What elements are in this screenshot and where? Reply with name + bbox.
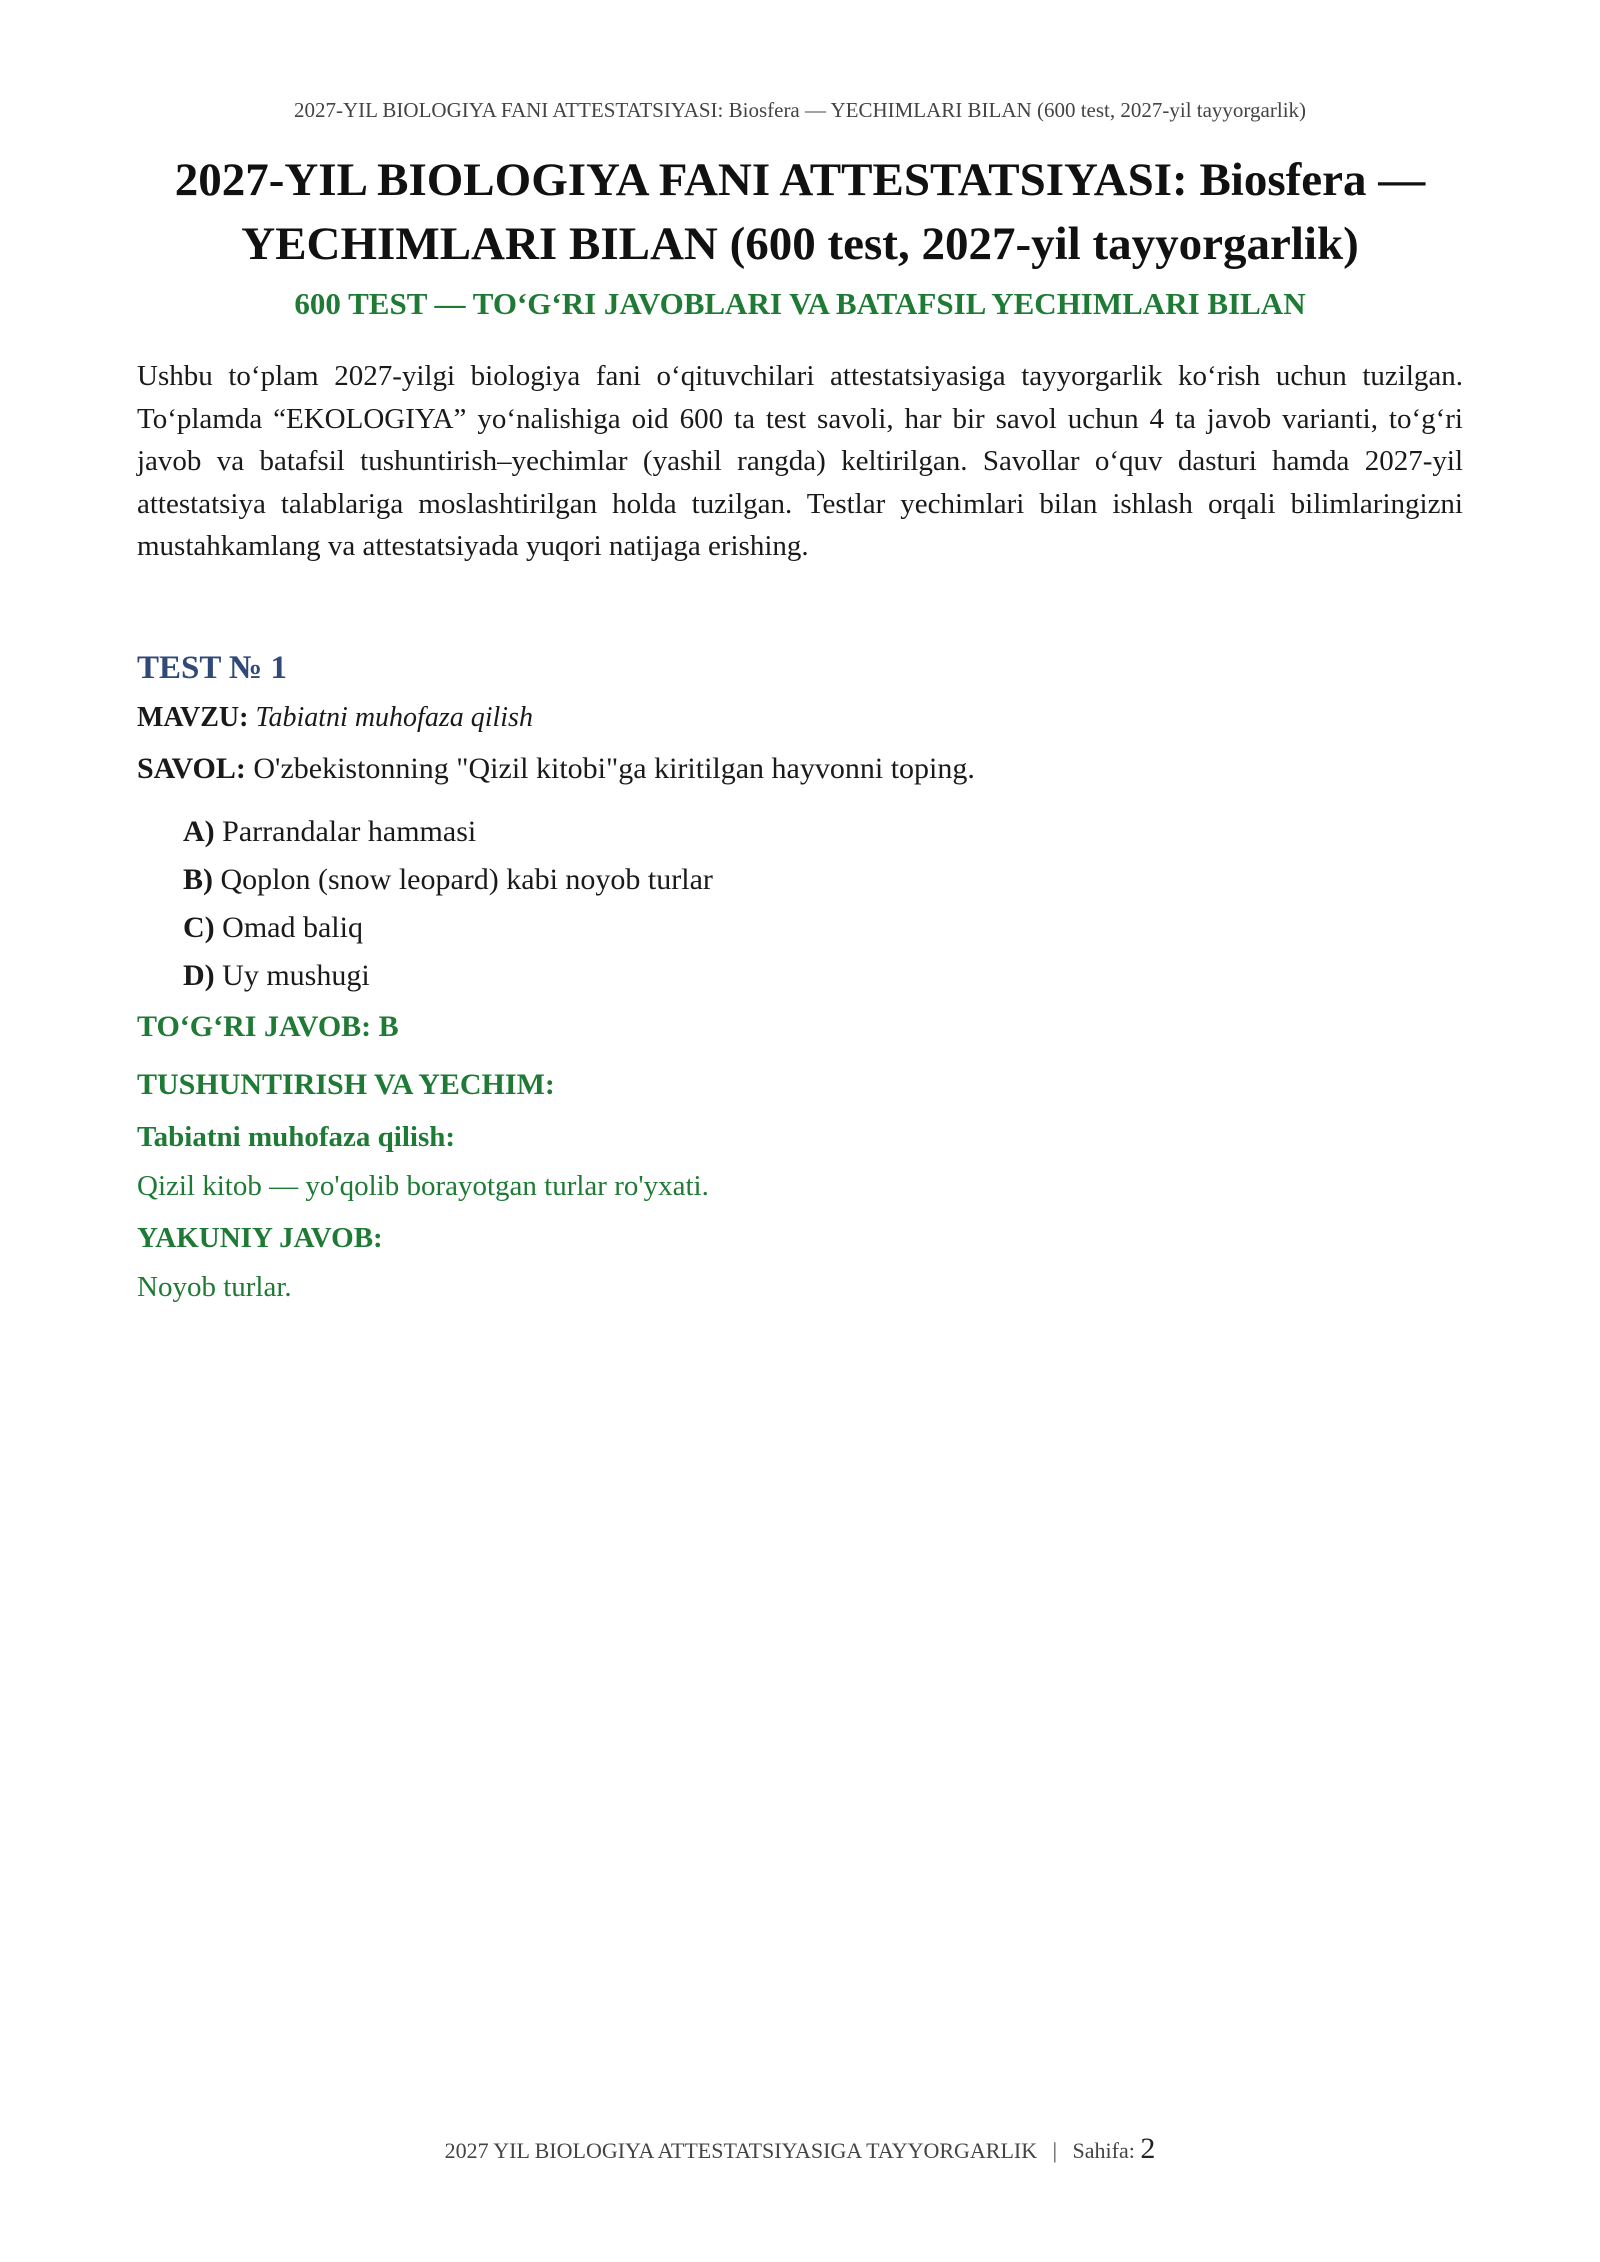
option-letter: B)	[183, 863, 213, 896]
topic-label: MAVZU:	[137, 702, 249, 733]
correct-answer: TO‘G‘RI JAVOB: B	[137, 1010, 399, 1043]
option-a	[183, 808, 713, 856]
question-label: SAVOL:	[137, 752, 246, 785]
page-footer	[0, 2132, 1600, 2166]
page-number: 2	[1140, 2132, 1156, 2165]
test-heading: TEST № 1	[137, 650, 287, 686]
document-subtitle: 600 TEST — TO‘G‘RI JAVOBLARI VA BATAFSIL YECHIMLARI BILAN	[294, 286, 1306, 321]
option-text: Qoplon (snow leopard) kabi noyob turlar	[220, 863, 713, 896]
topic-line	[137, 702, 533, 734]
option-letter: C)	[183, 911, 215, 944]
footer-separator: |	[1052, 2138, 1058, 2163]
explanation-text: Qizil kitob — yo'qolib borayotgan turlar ro'yxati.	[137, 1170, 709, 1202]
option-text: Omad baliq	[222, 911, 363, 944]
option-letter: A)	[183, 815, 215, 848]
intro-paragraph: Ushbu to‘plam 2027-yilgi biologiya fani o‘qituvchilari attestatsiyasiga tayyorgarlik ko‘rish uchun tuzilgan. To‘plamda “EKOLOGIYA” yo‘nalishiga oid 600 ta test savoli, har bir savol uchun 4 ta javob varianti, to‘g‘ri javob va batafsil tushuntirish–yechimlar (yashil rangda) keltirilgan. Savollar o‘quv dasturi hamda 2027-yil attestatsiya talablariga moslashtirilgan holda tuzilgan. Testlar yechimlari bilan ishlash orqali bilimlaringizni mustahkamlang va attestatsiyada yuqori natijaga erishing.	[137, 360, 1463, 562]
question-text: O'zbekistonning "Qizil kitobi"ga kiritilgan hayvonni toping.	[253, 752, 975, 785]
topic-value: Tabiatni muhofaza qilish	[255, 702, 533, 733]
option-text: Uy mushugi	[222, 959, 370, 992]
final-answer-heading: YAKUNIY JAVOB:	[137, 1222, 383, 1254]
document-title	[120, 148, 1480, 276]
question-line	[137, 752, 975, 786]
title-line-2: YECHIMLARI BILAN (600 test, 2027-yil tayyorgarlik)	[241, 218, 1359, 270]
explanation-subheading: Tabiatni muhofaza qilish:	[137, 1121, 456, 1153]
option-letter: D)	[183, 959, 215, 992]
explanation-heading: TUSHUNTIRISH VA YECHIM:	[137, 1068, 555, 1101]
answer-options	[183, 808, 713, 1000]
footer-text: 2027 YIL BIOLOGIYA ATTESTATSIYASIGA TAYYORGARLIK	[444, 2138, 1038, 2163]
option-c	[183, 904, 713, 952]
option-b	[183, 856, 713, 904]
page-label: Sahifa:	[1072, 2138, 1135, 2163]
final-answer-text: Noyob turlar.	[137, 1271, 292, 1303]
option-d	[183, 952, 713, 1000]
title-line-1: 2027-YIL BIOLOGIYA FANI ATTESTATSIYASI: Biosfera —	[174, 154, 1426, 206]
option-text: Parrandalar hammasi	[222, 815, 477, 848]
running-header: 2027-YIL BIOLOGIYA FANI ATTESTATSIYASI: Biosfera — YECHIMLARI BILAN (600 test, 2027-yil tayyorgarlik)	[293, 98, 1307, 122]
